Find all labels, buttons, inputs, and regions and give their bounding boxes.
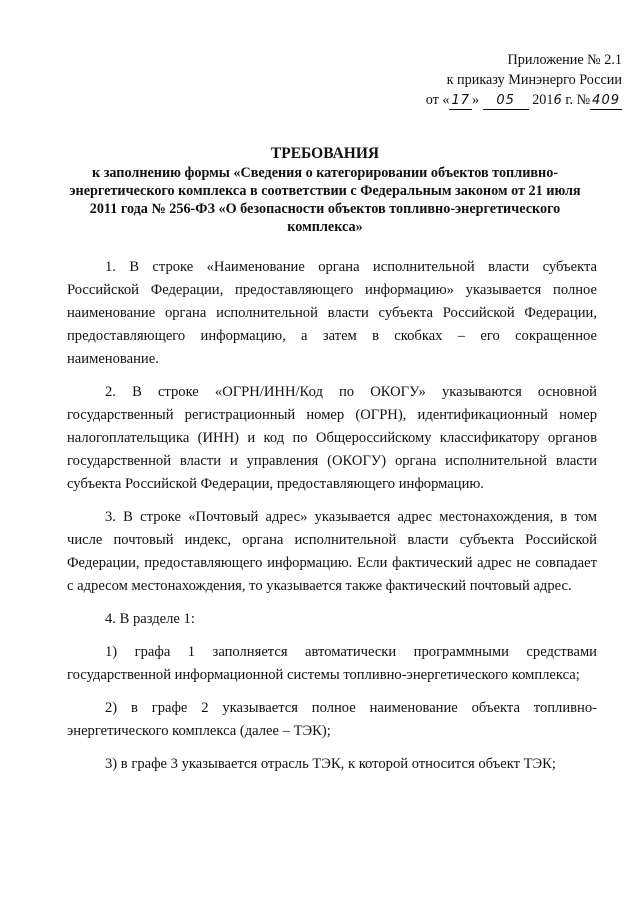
text-line: предоставляющего информацию, а затем в скобках – его сокращенное <box>67 328 597 344</box>
text-line: 2. В строке «ОГРН/ИНН/Код по ОКОГУ» указываются основной <box>105 384 597 400</box>
paragraph-2 <box>67 381 597 496</box>
text-line: государственный регистрационный номер (ОГРН), идентификационный номер <box>67 407 597 423</box>
date-g: г. № <box>561 92 591 108</box>
appendix-header <box>406 50 622 110</box>
appendix-date-line <box>406 90 622 110</box>
text-line: налогоплательщика (ИНН) и код по Общероссийскому классификатору органов <box>67 430 597 446</box>
paragraph-4-item-1 <box>67 641 597 687</box>
text-line: 4. В разделе 1: <box>105 611 195 627</box>
paragraph-4-item-2 <box>67 697 597 743</box>
text-line: 2) в графе 2 указывается полное наименование объекта топливно- <box>105 700 597 716</box>
paragraph-4-item-3 <box>67 753 597 776</box>
text-line: 1. В строке «Наименование органа исполнительной власти субъекта <box>105 259 597 275</box>
text-line: с адресом местонахождения, то указывается также фактический почтовый адрес. <box>67 578 572 594</box>
document-title <box>60 145 590 236</box>
title-line: 2011 года № 256-ФЗ «О безопасности объектов топливно-энергетического <box>89 201 561 217</box>
date-mid: » <box>472 92 480 108</box>
appendix-title: Приложение № 2.1 <box>507 52 622 68</box>
text-line: наименование. <box>67 351 159 367</box>
document-body <box>67 256 597 786</box>
text-line: 1) графа 1 заполняется автоматически программными средствами <box>105 644 597 660</box>
text-line: Федерации, предоставляющего информацию. Если фактический адрес не совпадает <box>67 555 597 571</box>
paragraph-4 <box>67 608 597 631</box>
handwritten-order-number: 409 <box>592 93 620 108</box>
handwritten-year-digit: 6 <box>553 93 562 108</box>
text-line: 3) в графе 3 указывается отрасль ТЭК, к которой относится объект ТЭК; <box>105 756 556 772</box>
text-line: государственной власти и управления (ОКОГУ) органа исполнительной власти <box>67 453 597 469</box>
date-year-prefix: 201 <box>532 92 554 108</box>
paragraph-1 <box>67 256 597 371</box>
appendix-order-reference: к приказу Минэнерго России <box>446 72 622 88</box>
text-line: государственной информационной системы топливно-энергетического комплекса; <box>67 667 580 683</box>
handwritten-month: 05 <box>483 93 529 110</box>
title-heading: ТРЕБОВАНИЯ <box>270 145 380 162</box>
paragraph-3 <box>67 506 597 598</box>
text-line: субъекта Российской Федерации, предоставляющего информацию. <box>67 476 484 492</box>
text-line: энергетического комплекса (далее – ТЭК); <box>67 723 331 739</box>
text-line: наименование органа исполнительной власти субъекта Российской Федерации, <box>67 305 597 321</box>
text-line: Российской Федерации, предоставляющего информацию» указывается полное <box>67 282 597 298</box>
text-line: 3. В строке «Почтовый адрес» указывается адрес местонахождения, в том <box>105 509 597 525</box>
date-prefix: от « <box>425 92 450 108</box>
title-line: к заполнению формы «Сведения о категорировании объектов топливно- <box>91 165 559 181</box>
text-line: числе почтовый индекс, органа исполнительной власти субъекта Российской <box>67 532 597 548</box>
handwritten-day: 17 <box>451 93 471 108</box>
title-line: энергетического комплекса в соответствии с Федеральным законом от 21 июля <box>69 183 581 199</box>
title-line: комплекса» <box>287 219 363 235</box>
